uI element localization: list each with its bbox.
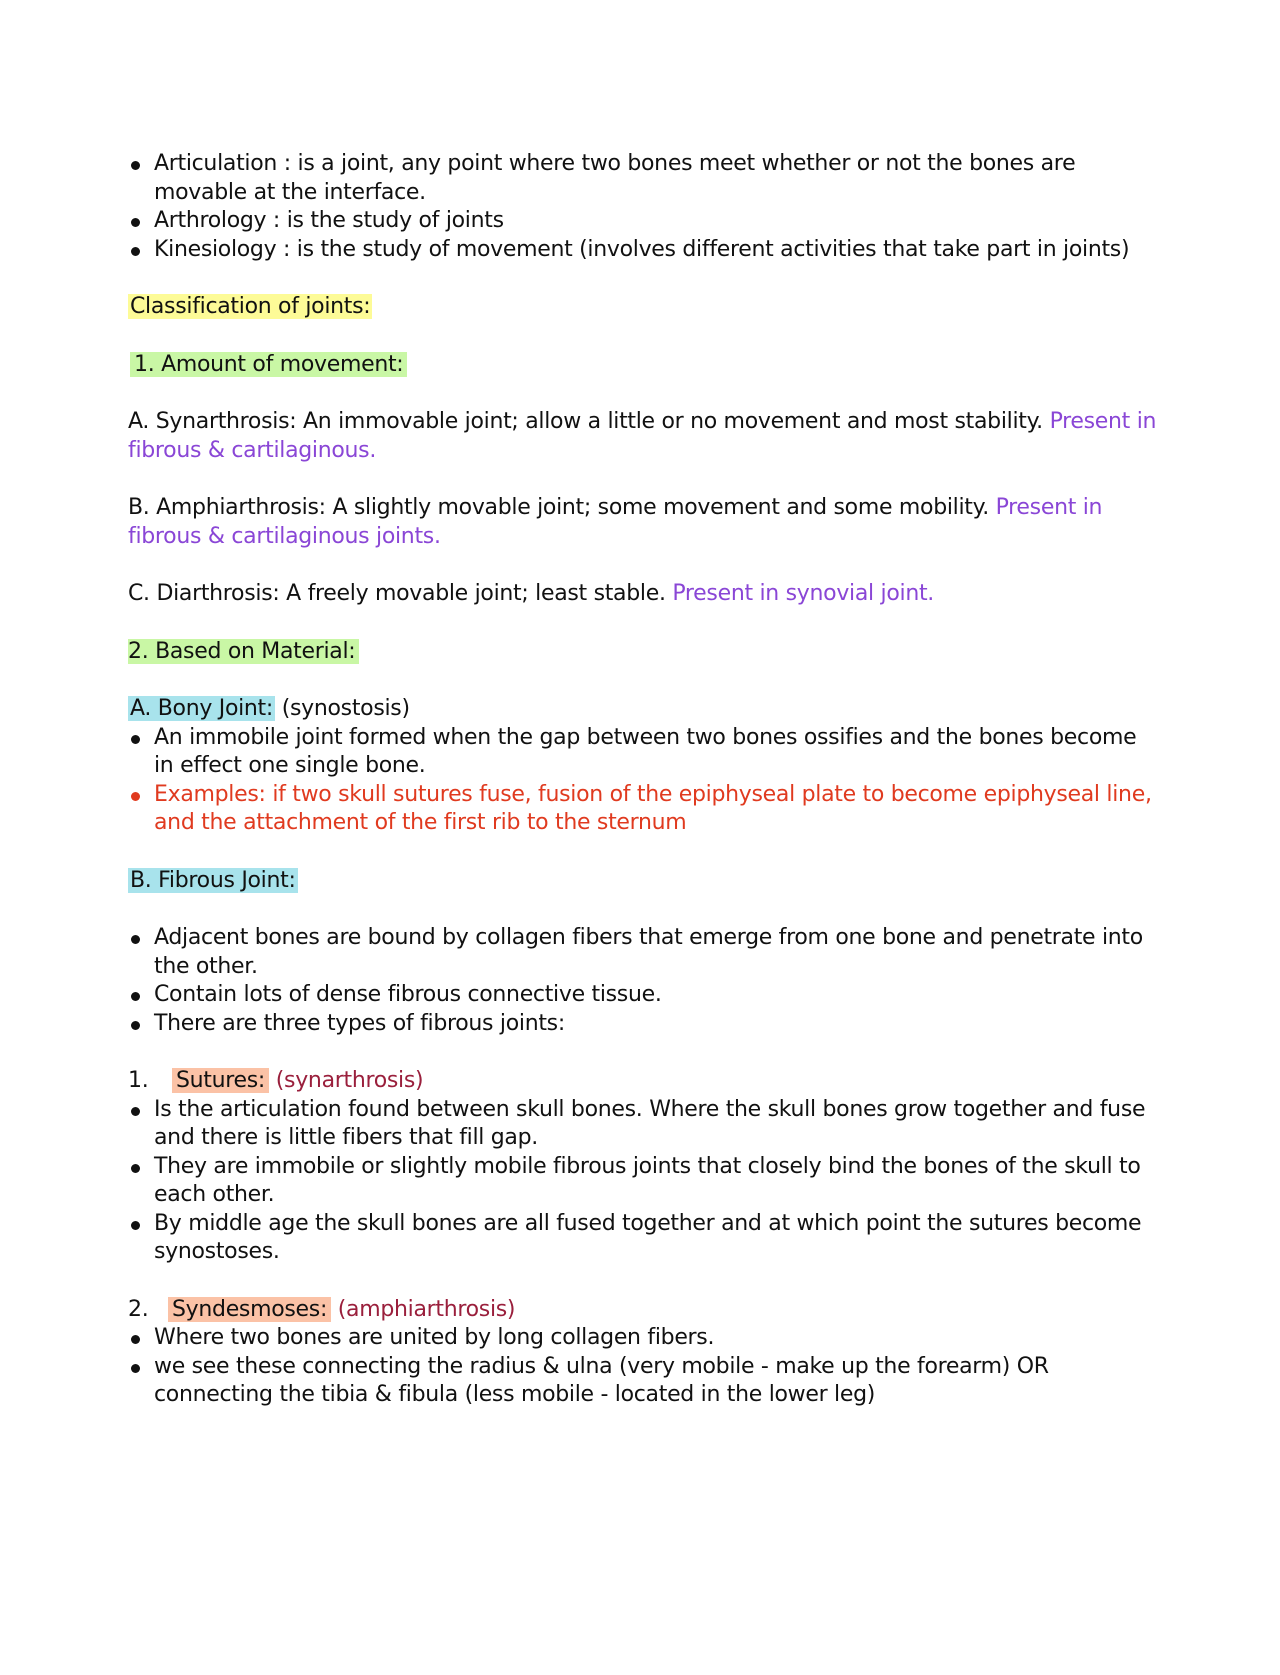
list-item: Kinesiology : is the study of movement (involves different activities that take part in joints) xyxy=(128,236,1162,265)
amphiarthrosis-paragraph: B. Amphiarthrosis: A slightly movable joint; some movement and some mobility. Present in fibrous & cartilaginous joints. xyxy=(128,495,1103,549)
sutures-list xyxy=(128,1096,1162,1267)
fibrous-joint-heading: B. Fibrous Joint: xyxy=(130,867,296,893)
classification-heading: Classification of joints: xyxy=(130,294,371,319)
list-item: Arthrology : is the study of joints xyxy=(128,207,1162,236)
list-item: Where two bones are united by long collagen fibers. xyxy=(128,1324,1162,1353)
amphiarthrosis-note: Present in fibrous & cartilaginous joints. xyxy=(128,495,1103,549)
synarthrosis-paragraph: A. Synarthrosis: An immovable joint; allow a little or no movement and most stability. Present in fibrous & cartilaginous. xyxy=(128,409,1157,463)
movement-heading: 1. Amount of movement: xyxy=(128,351,1162,380)
syndesmoses-list xyxy=(128,1324,1162,1410)
list-item: They are immobile or slightly mobile fibrous joints that closely bind the bones of the skull to each other. xyxy=(128,1153,1162,1210)
intro-list xyxy=(128,150,1162,264)
list-item: An immobile joint formed when the gap between two bones ossifies and the bones become in effect one single bone. xyxy=(128,724,1162,781)
diarthrosis-paragraph: C. Diarthrosis: A freely movable joint; least stable. Present in synovial joint. xyxy=(128,581,934,606)
synarthrosis-note: Present in fibrous & cartilaginous. xyxy=(128,409,1157,463)
fibrous-joint-list xyxy=(128,924,1162,1038)
sutures-heading: 1. Sutures: (synarthrosis) xyxy=(128,1068,424,1093)
list-item: Articulation : is a joint, any point where two bones meet whether or not the bones are movable at the interface. xyxy=(128,150,1162,207)
list-item: Contain lots of dense fibrous connective tissue. xyxy=(128,981,1162,1010)
list-item: we see these connecting the radius & ulna (very mobile - make up the forearm) OR connecting the tibia & fibula (less mobile - located in the lower leg) xyxy=(128,1353,1162,1410)
diarthrosis-note: Present in synovial joint. xyxy=(672,581,934,606)
list-item: Is the articulation found between skull bones. Where the skull bones grow together and fuse and there is little fibers that fill gap. xyxy=(128,1096,1162,1153)
list-item: Adjacent bones are bound by collagen fibers that emerge from one bone and penetrate into the other. xyxy=(128,924,1162,981)
bony-joint-list xyxy=(128,724,1162,838)
list-item: By middle age the skull bones are all fused together and at which point the sutures become synostoses. xyxy=(128,1210,1162,1267)
list-item-examples: Examples: if two skull sutures fuse, fusion of the epiphyseal plate to become epiphyseal line, and the attachment of the first rib to the sternum xyxy=(128,781,1162,838)
material-heading: 2. Based on Material: xyxy=(128,638,1162,667)
syndesmoses-heading: 2. Syndesmoses: (amphiarthrosis) xyxy=(128,1296,516,1322)
list-item: There are three types of fibrous joints: xyxy=(128,1010,1162,1039)
bony-joint-heading: A. Bony Joint: (synostosis) xyxy=(130,696,410,721)
